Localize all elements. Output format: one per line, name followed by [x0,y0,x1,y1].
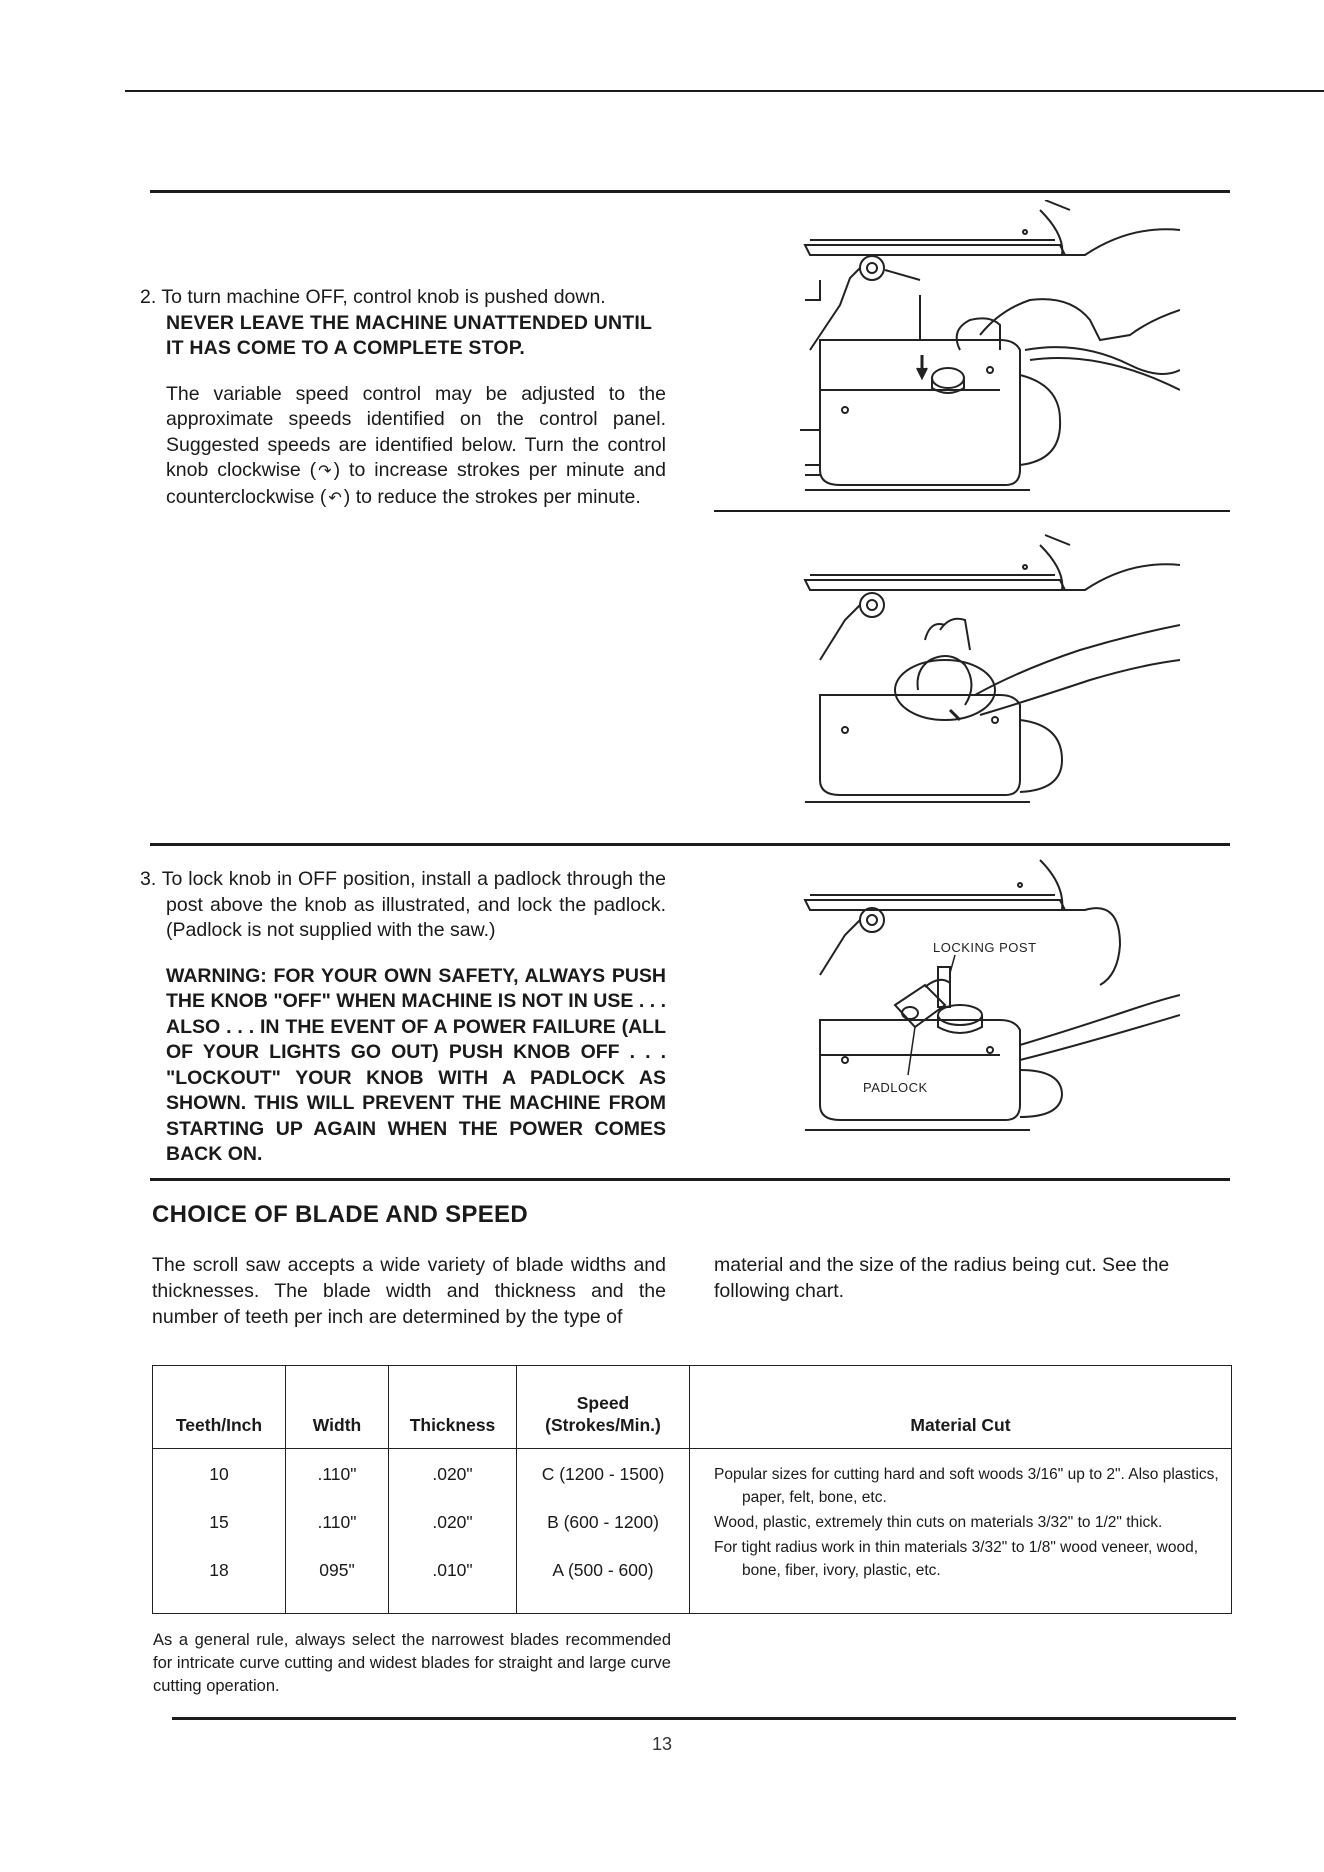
section-rule-1 [150,843,1230,846]
intro-right-column: material and the size of the radius being cut. See the following chart. [714,1254,1170,1302]
counterclockwise-arrow-icon: ↶ [328,489,342,507]
page-number: 13 [651,1734,673,1754]
table-cell: Popular sizes for cutting hard and soft woods 3/16" up to 2". Also plastics, paper, felt, bone, etc. [714,1466,1219,1506]
header-width: Width [286,1366,389,1449]
table-body-row [153,1449,1232,1614]
header-material: Material Cut [690,1366,1232,1449]
table-cell: .010" [432,1560,473,1580]
section-rule-2 [150,1178,1230,1181]
speed-control-paragraph [140,382,666,512]
table-cell: For tight radius work in thin materials 3/32" to 1/8" wood veneer, wood, bone, fiber, ivory, plastic, etc. [714,1539,1199,1579]
table-cell: .110" [317,1512,357,1532]
table-cell: B (600 - 1200) [547,1512,659,1532]
general-rule-note: As a general rule, always select the narrowest blades recommended for intricate curve cutting and widest blades for straight and large curve cutting operation. [153,1631,671,1695]
top-rule [125,90,1324,92]
speed-paragraph-part-2: ) to increase strokes per minute and counterclockwise ( [166,459,666,508]
table-cell: 095" [319,1560,355,1580]
table-header-row [153,1366,1232,1449]
figure-knob-push-down [800,200,1180,505]
header-speed-line-2: (Strokes/Min.) [545,1415,661,1435]
table-cell: Wood, plastic, extremely thin cuts on materials 3/32" to 1/2" thick. [714,1514,1163,1531]
header-teeth: Teeth/Inch [153,1366,286,1449]
footer-rule [172,1717,1236,1720]
blade-speed-table [152,1365,1232,1614]
speed-column [517,1449,690,1614]
speed-paragraph-part-3: ) to reduce the strokes per minute. [343,485,641,508]
section-2-text [140,285,666,511]
figure-knob-turning [800,520,1180,810]
table-cell: C (1200 - 1500) [541,1464,665,1484]
header-rule [150,190,1230,193]
header-speed [517,1366,690,1449]
clockwise-arrow-icon: ↷ [318,463,332,480]
speed-paragraph-part-1: The variable speed control may be adjusted to the approximate speeds identified on the control panel. Suggested speeds are identified below. Turn the control knob clockwise ( [166,382,666,481]
teeth-column [153,1449,286,1614]
table-cell: .110" [317,1464,357,1484]
figure-divider [714,510,1230,512]
header-thickness: Thickness [389,1366,517,1449]
material-column [690,1449,1232,1614]
intro-left-column: The scroll saw accepts a wide variety of blade widths and thicknesses. The blade width and thickness and the number of teeth per inch are determined by the type of [152,1254,666,1328]
table-cell: A (500 - 600) [552,1560,654,1580]
table-cell: .020" [432,1464,473,1484]
padlock-label: PADLOCK [863,1080,928,1095]
table-cell: 18 [209,1560,229,1580]
table-cell: .020" [432,1512,473,1532]
table-cell: 15 [209,1512,229,1532]
header-speed-line-1: Speed [576,1393,630,1413]
table-cell: 10 [209,1464,229,1484]
step-2-warning: NEVER LEAVE THE MACHINE UNATTENDED UNTIL IT HAS COME TO A COMPLETE STOP. [166,311,652,359]
section-3-text [140,867,666,1168]
step-2-instruction: 2. To turn machine OFF, control knob is pushed down. [140,286,606,308]
width-column [286,1449,389,1614]
figure-padlock-lockout [800,855,1180,1150]
lockout-warning: WARNING: FOR YOUR OWN SAFETY, ALWAYS PUSH THE KNOB "OFF" WHEN MACHINE IS NOT IN USE . . . ALSO . . . IN THE EVENT OF A POWER FAILURE (ALL OF YOUR LIGHTS GO OUT) PUSH KNOB OFF . . . "LOCKOUT" YOUR KNOB WITH A PADLOCK AS SHOWN. THIS WILL PREVENT THE MACHINE FROM STARTING UP AGAIN WHEN THE POWER COMES BACK ON. [166,964,666,1165]
locking-post-label: LOCKING POST [933,940,1037,955]
section-heading: CHOICE OF BLADE AND SPEED [152,1201,528,1228]
thickness-column [389,1449,517,1614]
step-3-instruction: 3. To lock knob in OFF position, install a padlock through the post above the knob as illustrated, and lock the padlock. (Padlock is not supplied with the saw.) [140,868,666,941]
